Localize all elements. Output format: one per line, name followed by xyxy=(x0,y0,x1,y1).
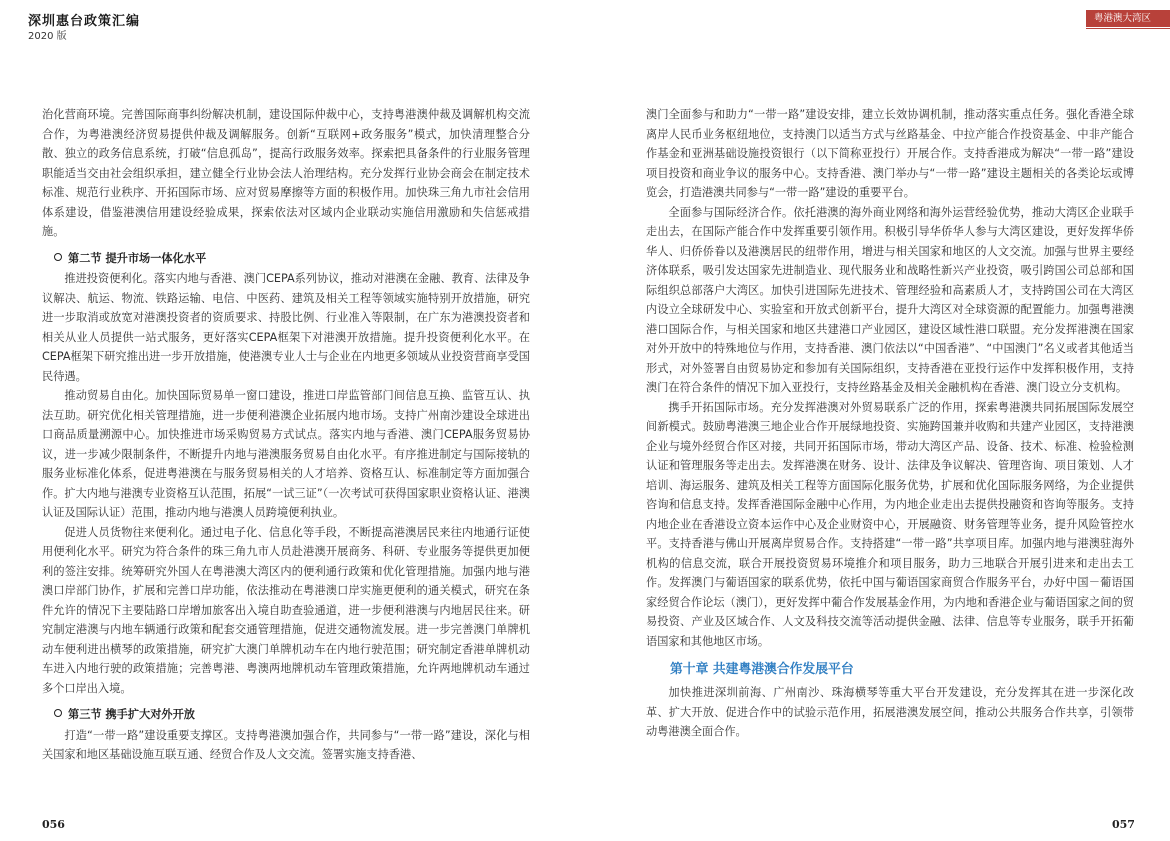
bullet-circle-icon xyxy=(54,253,62,261)
section-title: 第二节 提升市场一体化水平 xyxy=(68,250,207,265)
bullet-circle-icon xyxy=(54,709,62,717)
chapter-title: 第十章 共建粤港澳合作发展平台 xyxy=(670,662,854,677)
section-heading xyxy=(54,705,530,725)
edition-label: 2020 版 xyxy=(28,31,67,42)
page-number-right: 057 xyxy=(1112,818,1135,831)
paragraph: 全面参与国际经济合作。依托港澳的海外商业网络和海外运营经验优势，推动大湾区企业联手走出去，在国际产能合作中发挥重要引领作用。积极引导华侨华人参与大湾区建设，更好发挥华侨华人、归侨侨眷以及港澳居民的纽带作用，增进与相关国家和地区的人文交流。加强与世界主要经济体联系，吸引发达国家先进制造业、现代服务业和战略性新兴产业投资，吸引跨国公司总部和国际组织总部落户大湾区。加快引进国际先进技术、管理经验和高素质人才，支持跨国公司在大湾区内设立全球研发中心、实验室和开放式创新平台，提升大湾区对全球资源的配置能力。加强粤港澳港口国际合作，与相关国家和地区共建港口产业园区，建设区域性港口联盟。充分发挥港澳在国家对外开放中的特殊地位与作用，支持香港、澳门依法以“中国香港”、“中国澳门”名义或者其他适当形式，对外签署自由贸易协定和参加有关国际组织，支持香港在亚投行运作中发挥积极作用，支持澳门在符合条件的情况下加入亚投行，支持丝路基金及相关金融机构在香港、澳门设立分支机构。 xyxy=(646,205,1134,394)
paragraph: 携手开拓国际市场。充分发挥港澳对外贸易联系广泛的作用，探索粤港澳共同拓展国际发展空间新模式。鼓励粤港澳三地企业合作开展绿地投资、实施跨国兼并收购和共建产业园区，支持港澳企业与境外经贸合作区对接，共同开拓国际市场，带动大湾区产品、设备、技术、标准、检验检测认证和管理服务等走出去。发挥港澳在财务、设计、法律及争议解决、管理咨询、项目策划、人才培训、海运服务、建筑及相关工程等方面国际化服务优势，扩展和优化国际服务网络，为企业提供咨询和信息支持。发挥香港国际金融中心作用，为内地企业走出去提供投融资和咨询等服务。支持内地企业在香港设立资本运作中心及企业财资中心，开展融资、财务管理等业务，提升风险管控水平。支持香港与佛山开展离岸贸易合作。支持搭建“一带一路”共享项目库。加强内地与港澳驻海外机构的信息交流，联合开展投资贸易环境推介和项目服务，助力三地联合开展引进来和走出去工作。发挥澳门与葡语国家的联系优势，依托中国与葡语国家商贸合作服务平台，办好中国－葡语国家经贸合作论坛（澳门），更好发挥中葡合作发展基金作用，为内地和香港企业与葡语国家之间的贸易投资、产业及区域合作、人文及科技交流等活动提供金融、法律、信息等专业服务，联手开拓葡语国家和其他地区市场。 xyxy=(646,400,1134,648)
paragraph: 加快推进深圳前海、广州南沙、珠海横琴等重大平台开发建设，充分发挥其在进一步深化改革、扩大开放、促进合作中的试验示范作用，拓展港澳发展空间，推动公共服务合作共享，引领带动粤港澳全面合作。 xyxy=(646,686,1134,738)
paragraph: 推动贸易自由化。加快国际贸易单一窗口建设，推进口岸监管部门间信息互换、监管互认、执法互助。研究优化相关管理措施，进一步便利港澳企业拓展内地市场。支持广州南沙建设全球进出口商品质量溯源中心。加快推进市场采购贸易方式试点。落实内地与香港、澳门CEPA服务贸易协议，进一步减少限制条件，不断提升内地与港澳服务贸易自由化水平。有序推进制定与国际接轨的服务业标准化体系，促进粤港澳在与服务贸易相关的人才培养、资格互认、标准制定等方面加强合作。扩大内地与港澳专业资格互认范围，拓展“一试三证”（一次考试可获得国家职业资格认证、港澳认证及国际认证）范围，推动内地与港澳人员跨境便利执业。 xyxy=(42,389,530,519)
right-page-body xyxy=(646,105,1134,742)
section-title: 第三节 携手扩大对外开放 xyxy=(68,707,195,721)
paragraph: 打造“一带一路”建设重要支撑区。支持粤港澳加强合作，共同参与“一带一路”建设，深化与相关国家和地区基础设施互联互通、经贸合作及人文交流。签署实施支持香港、 xyxy=(42,728,530,761)
left-page-body xyxy=(42,105,530,765)
section-heading xyxy=(54,249,530,269)
paragraph: 澳门全面参与和助力“一带一路”建设安排，建立长效协调机制，推动落实重点任务。强化香港全球离岸人民币业务枢纽地位，支持澳门以适当方式与丝路基金、中拉产能合作投资基金、中非产能合作基金和亚洲基础设施投资银行（以下简称亚投行）开展合作。支持香港成为解决“一带一路”建设项目投资和商业争议的服务中心。支持香港、澳门举办与“一带一路”建设主题相关的各类论坛或博览会，打造港澳共同参与“一带一路”建设的重要平台。 xyxy=(646,108,1134,199)
paragraph: 促进人员货物往来便利化。通过电子化、信息化等手段，不断提高港澳居民来往内地通行证使用便利化水平。研究为符合条件的珠三角九市人员赴港澳开展商务、科研、专业服务等提供更加便利的签注安排。统筹研究外国人在粤港澳大湾区内的便利通行政策和优化管理措施。加强内地与港澳口岸部门协作，扩展和完善口岸功能，依法推动在粤港澳口岸实施更便利的通关模式，研究在条件允许的情况下主要陆路口岸增加旅客出入境自助查验通道，进一步便利港澳与内地居民往来。研究制定港澳与内地车辆通行政策和配套交通管理措施，促进交通物流发展。进一步完善澳门单牌机动车便利进出横琴的政策措施，研究扩大澳门单牌机动车在内地行驶范围；研究制定香港单牌机动车进入内地行驶的政策措施；完善粤港、粤澳两地牌机动车管理政策措施，允许两地牌机动车通过多个口岸出入境。 xyxy=(42,525,530,695)
paragraph: 治化营商环境。完善国际商事纠纷解决机制，建设国际仲裁中心，支持粤港澳仲裁及调解机构交流合作，为粤港澳经济贸易提供仲裁及调解服务。创新“互联网+政务服务”模式，加快清理整合分散、独立的政务信息系统，打破“信息孤岛”，提高行政服务效率。探索把具备条件的行业服务管理职能适当交由社会组织承担，建立健全行业协会法人治理结构。充分发挥行业协会商会在制定技术标准、规范行业秩序、开拓国际市场、应对贸易摩擦等方面的积极作用。加快珠三角九市社会信用体系建设，借鉴港澳信用建设经验成果，探索依法对区域内企业联动实施信用激励和失信惩戒措施。 xyxy=(42,108,530,238)
book-title: 深圳惠台政策汇编 xyxy=(28,14,141,29)
region-tag: 粤港澳大湾区 xyxy=(1086,10,1170,27)
page-number-left: 056 xyxy=(42,818,65,831)
header-rule xyxy=(1086,28,1170,29)
paragraph: 推进投资便利化。落实内地与香港、澳门CEPA系列协议，推动对港澳在金融、教育、法律及争议解决、航运、物流、铁路运输、电信、中医药、建筑及相关工程等领域实施特别开放措施，研究进一步取消或放宽对港澳投资者的资质要求、持股比例、行业准入等限制，在广东为港澳投资者和相关从业人员提供一站式服务，更好落实CEPA框架下对港澳开放措施。提升投资便利化水平。在CEPA框架下研究推出进一步开放措施，使港澳专业人士与企业在内地更多领域从业投资营商享受国民待遇。 xyxy=(42,272,530,383)
